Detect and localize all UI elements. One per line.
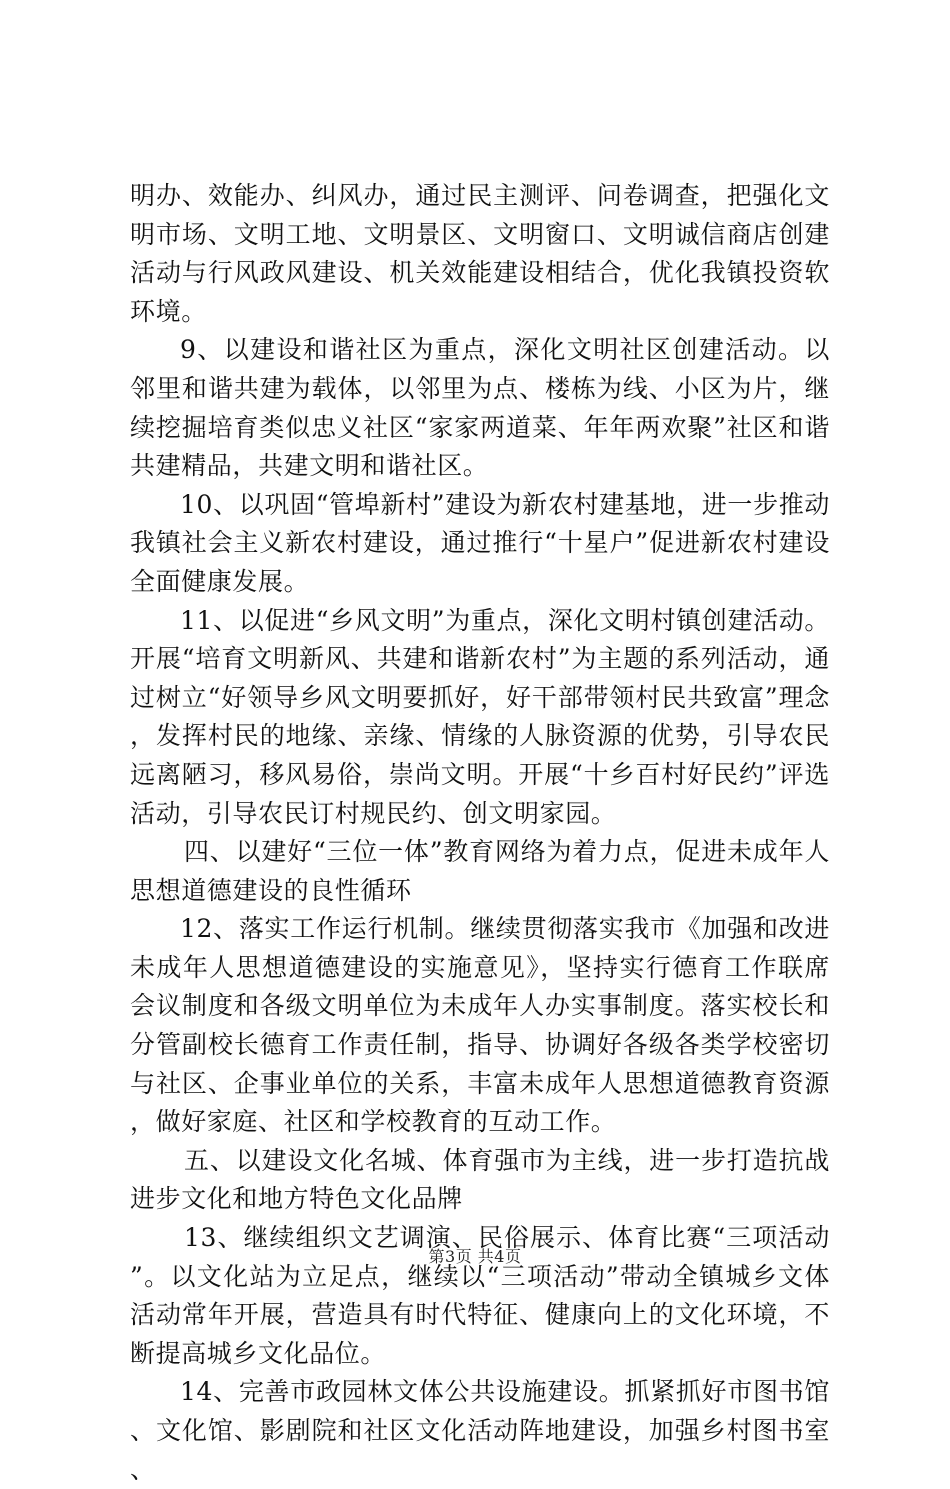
paragraph-item-14: 14、完善市政园林文体公共设施建设。抓紧抓好市图书馆、文化馆、影剧院和社区文化活动阵地建设，加强乡村图书室、 (130, 1377, 830, 1484)
paragraph-item-10: 10、以巩固“管埠新村”建设为新农村建基地，进一步推动我镇社会主义新农村建设，通过推行“十星户”促进新农村建设全面健康发展。 (130, 489, 830, 596)
paragraph-item-12: 12、落实工作运行机制。继续贯彻落实我市《加强和改进未成年人思想道德建设的实施意见》，坚持实行德育工作联席会议制度和各级文明单位为未成年人办实事制度。落实校长和分管副校长德育工作责任制，指导、协调好各级各类学校密切与社区、企事业单位的关系，丰富未成年人思想道德教育资源，做好家庭、社区和学校教育的互动工作。 (130, 914, 830, 1137)
document-body (130, 177, 830, 1489)
section-heading-4: 四、以建好“三位一体”教育网络为着力点，促进未成年人思想道德建设的良性循环 (130, 837, 830, 905)
paragraph-item-11: 11、以促进“乡风文明”为重点，深化文明村镇创建活动。开展“培育文明新风、共建和谐新农村”为主题的系列活动，通过树立“好领导乡风文明要抓好，好干部带领村民共致富”理念，发挥村民的地缘、亲缘、情缘的人脉资源的优势，引导农民远离陋习，移风易俗，崇尚文明。开展“十乡百村好民约”评选活动，引导农民订村规民约、创文明家园。 (130, 605, 830, 828)
paragraph-item-9: 9、以建设和谐社区为重点，深化文明社区创建活动。以邻里和谐共建为载体，以邻里为点、楼栋为线、小区为片，继续挖掘培育类似忠义社区“家家两道菜、年年两欢聚”社区和谐共建精品，共建文明和谐社区。 (130, 335, 830, 481)
paragraph-item-13: 13、继续组织文艺调演、民俗展示、体育比赛“三项活动”。以文化站为立足点，继续以“三项活动”带动全镇城乡文体活动常年开展，营造具有时代特征、健康向上的文化环境，不断提高城乡文化品位。 (130, 1223, 830, 1368)
section-heading-5: 五、以建设文化名城、体育强市为主线，进一步打造抗战进步文化和地方特色文化品牌 (130, 1145, 830, 1214)
paragraph-continuation: 明办、效能办、纠风办，通过民主测评、问卷调查，把强化文明市场、文明工地、文明景区、文明窗口、文明诚信商店创建活动与行风政风建设、机关效能建设相结合，优化我镇投资软环境。 (130, 181, 830, 326)
page-number-footer: 第3页 共4页 (428, 1247, 522, 1266)
